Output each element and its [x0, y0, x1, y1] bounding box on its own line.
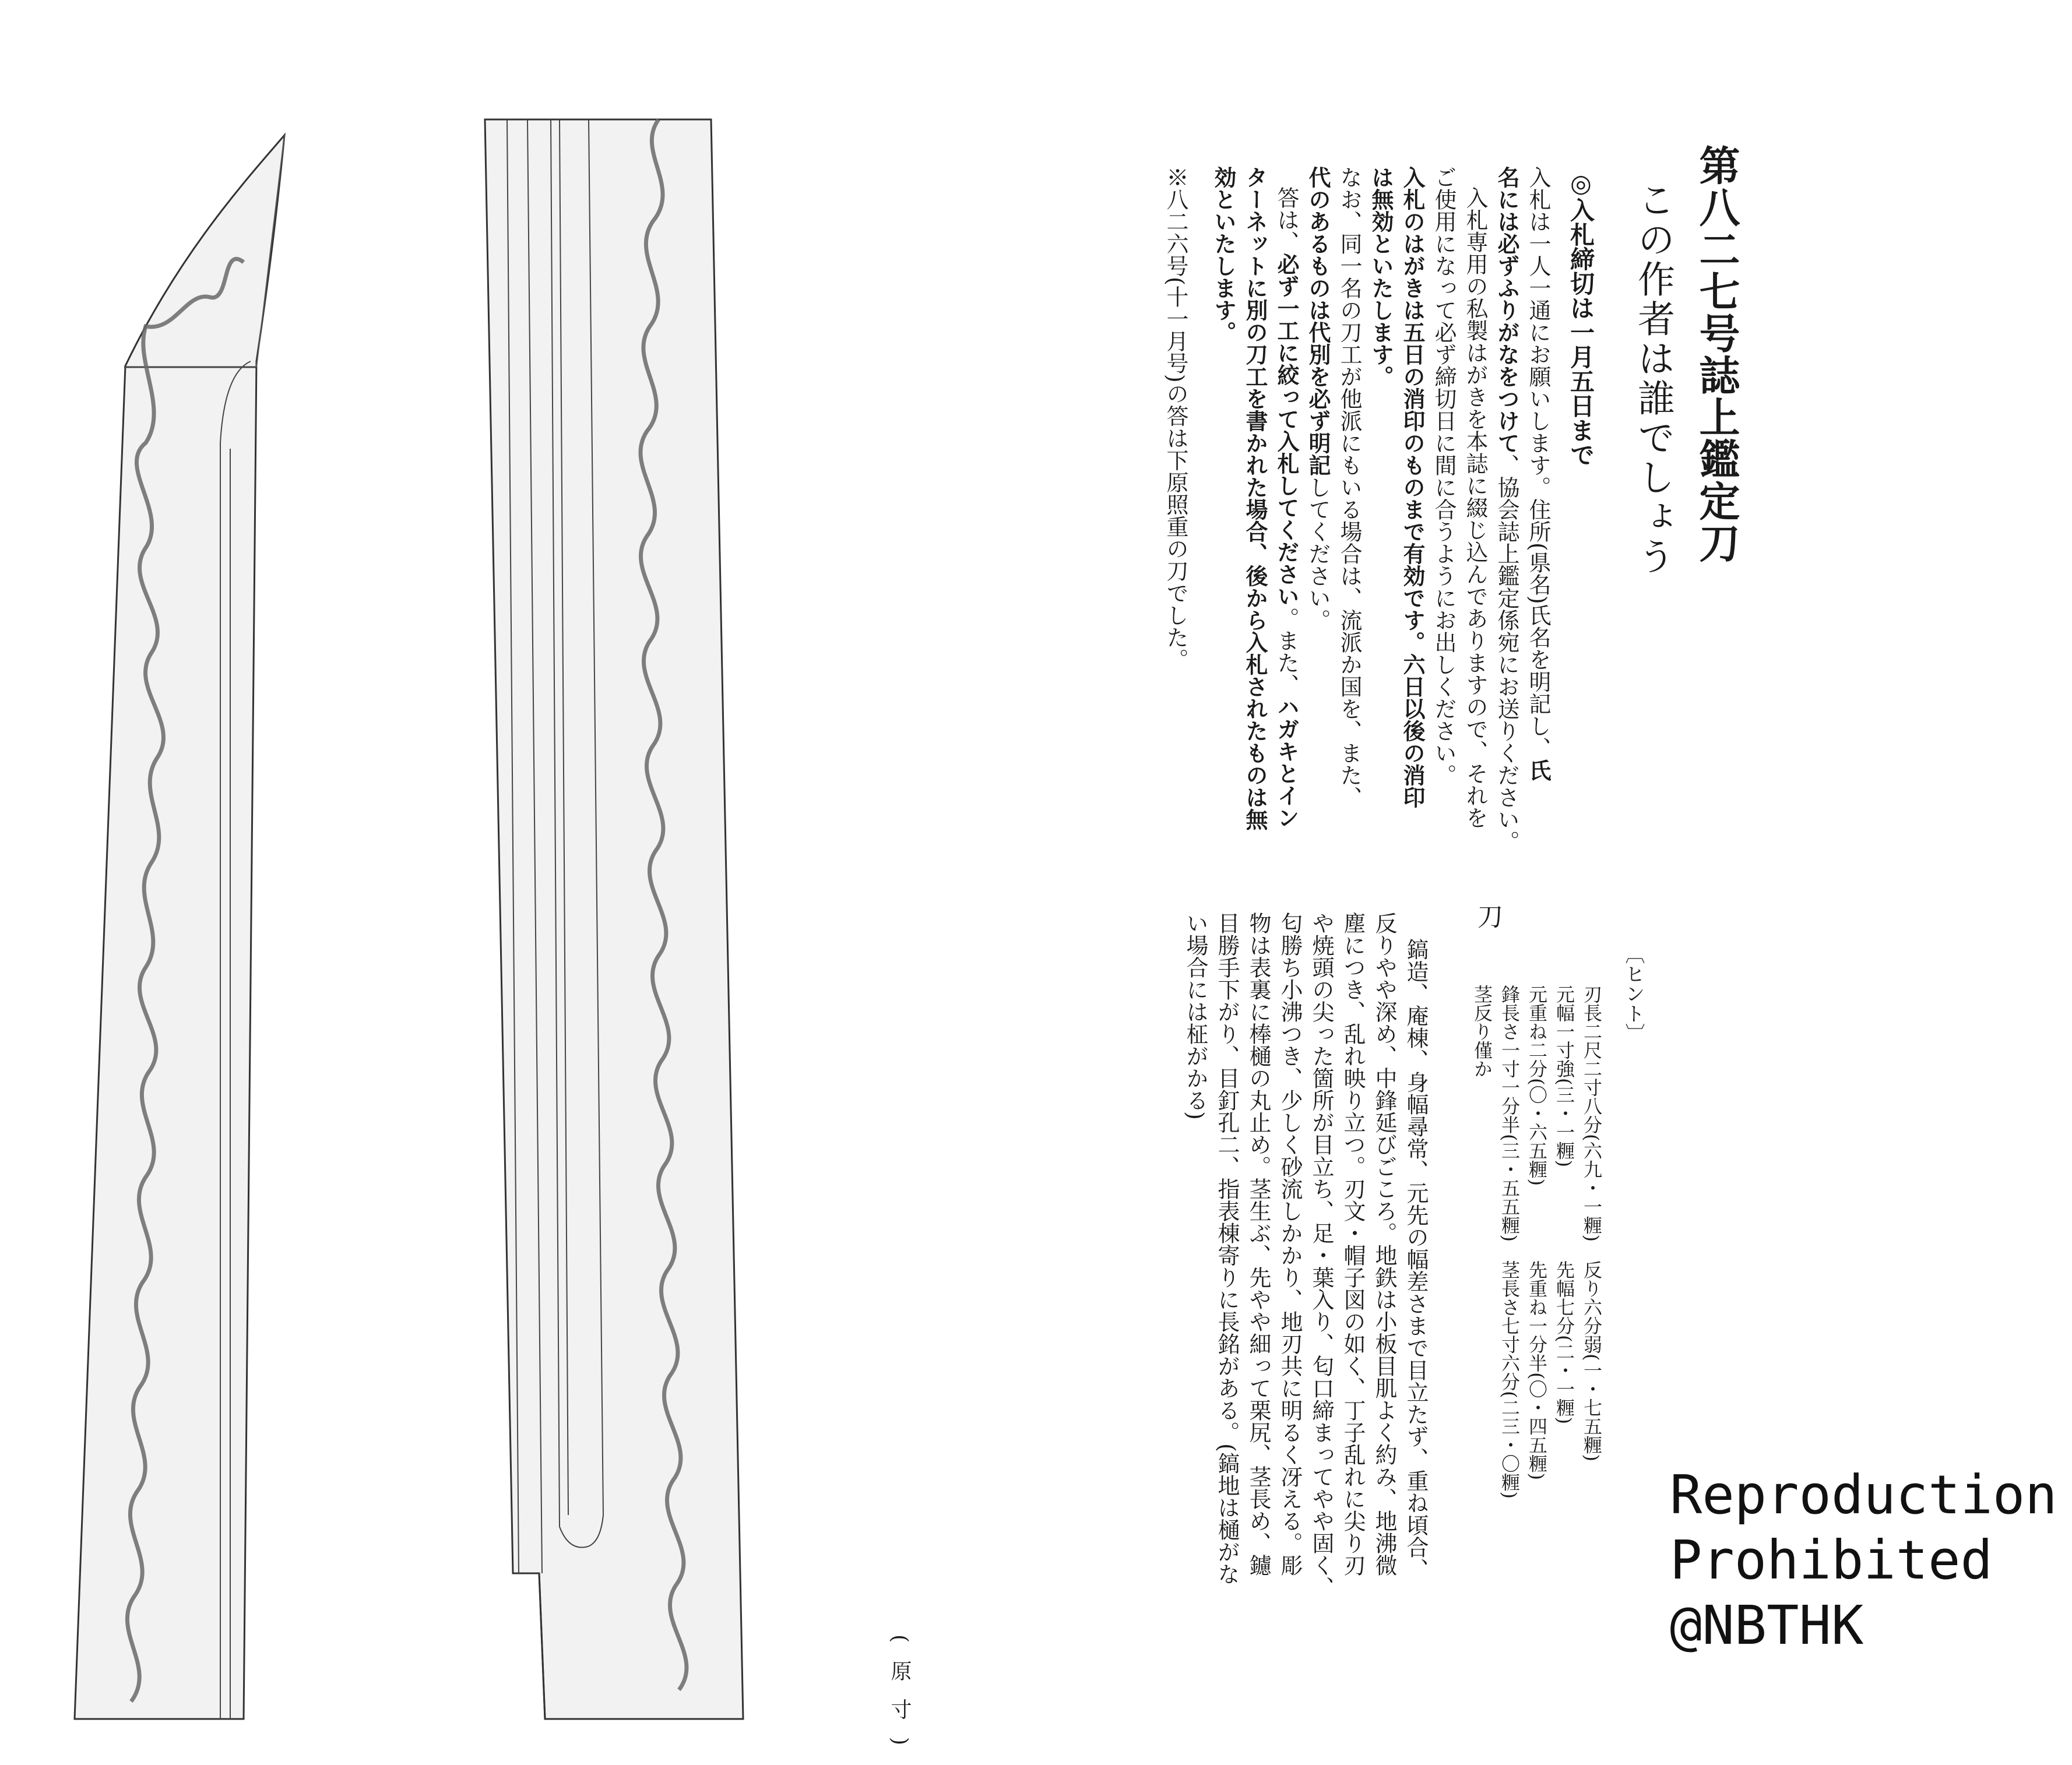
description-line: 反りやや深め、中鋒延びごころ。地鉄は小板目肌よく約み、地沸微 — [1371, 912, 1397, 1576]
spec-line: 元幅一寸強(三・一糎) 先幅七分(二・一糎) — [1553, 985, 1575, 1424]
rules-column — [1307, 166, 1329, 631]
page-title: 第八二七号誌上鑑定刀 — [1693, 145, 1740, 564]
rules-column — [1338, 166, 1360, 808]
description-line: い場合には柾がかる) — [1183, 912, 1208, 1120]
rules-column — [1165, 166, 1187, 671]
rules-column — [1464, 186, 1486, 829]
spec-line: 刃長二尺二寸八分(六九・一糎) 反り六分弱(一・七五糎) — [1581, 985, 1603, 1461]
rules-text: してください。 — [1305, 476, 1331, 631]
rules-emphasis: 入札のはがきは五日の消印のものまで有効です。六日以後の消印 — [1399, 166, 1425, 808]
page-subtitle: この作者は誰でしょう — [1631, 181, 1675, 577]
oshigata-scale-note: (原寸) — [888, 1634, 912, 1763]
rules-column — [1433, 166, 1455, 786]
rules-column — [1275, 186, 1297, 829]
description-line: 目勝手下がり、目釘孔二、指表棟寄りに長銘がある。(鎬地は樋がな — [1214, 912, 1240, 1585]
rules-emphasis: 代のあるものは代別を必ず明記 — [1305, 166, 1331, 476]
reproduction-watermark — [1670, 1463, 2057, 1658]
rules-text: 入札専用の私製はがきを本誌に綴じ込んでありますので、それを — [1462, 186, 1488, 829]
rules-text: 入札は一人一通にお願いします。住所(県名)氏名を明記し、 — [1525, 166, 1551, 759]
rules-emphasis: 名には必ずふりがなをつけて — [1494, 166, 1519, 454]
deadline-heading: ◎入札締切は一月五日まで — [1567, 169, 1595, 467]
kissaki-outline — [75, 135, 284, 1719]
rules-emphasis: 効といたします。 — [1211, 166, 1236, 343]
spec-line: 茎反り僅か — [1471, 985, 1493, 1078]
rules-emphasis: 氏 — [1525, 759, 1551, 781]
rules-text: なお、同一名の刀工が他派にもいる場合は、流派か国を、また、 — [1336, 166, 1362, 808]
mune-outline — [485, 119, 743, 1719]
rules-text: ご使用になって必ず締切日に間に合うようにお出しください。 — [1431, 166, 1457, 786]
rules-text: 。また、 — [1274, 607, 1299, 696]
watermark-line: @NBTHK — [1670, 1594, 1864, 1657]
rules-column — [1370, 166, 1392, 387]
rules-column — [1496, 166, 1518, 852]
rules-emphasis: 必ず一工に絞って入札してください — [1274, 253, 1299, 607]
rules-emphasis: ターネットに別の刀工を書かれた場合、後から入札されたものは無 — [1242, 166, 1268, 830]
watermark-line: Prohibited — [1670, 1529, 1993, 1591]
rules-text: ※八二六号(十一月号)の答は下原照重の刀でした。 — [1163, 166, 1188, 671]
description-line: 塵につき、乱れ映り立つ。刃文・帽子図の如く、丁子乱れに尖り刃 — [1340, 912, 1366, 1576]
description-line: 鎬造、庵棟、身幅尋常、元先の幅差さまで目立たず、重ね頃合、 — [1403, 938, 1429, 1580]
spec-line: 元重ね二分(〇・六五糎) 先重ね一分半(〇・四五糎) — [1526, 985, 1548, 1480]
sword-type-label: 刀 — [1473, 903, 1503, 929]
rules-column — [1244, 166, 1266, 830]
description-line: や焼頭の尖った箇所が目立ち、足・葉入り、匂口締まってやや固く、 — [1308, 912, 1334, 1598]
rules-emphasis: ハガキとイン — [1274, 696, 1299, 829]
description-line: 匂勝ち小沸つき、少しく砂流しかかり、地刃共に明るく冴える。彫 — [1277, 912, 1303, 1576]
description-line: 物は表裏に棒樋の丸止め。茎生ぶ、先やや細って栗尻、茎長め、鑢 — [1246, 912, 1271, 1576]
spec-line: 鋒長さ一寸一分半(三・五五糎) 茎長さ七寸六分(二三・〇糎) — [1498, 985, 1521, 1499]
hint-label: 〔ヒント〕 — [1621, 944, 1645, 1043]
rules-text: 、協会誌上鑑定係宛にお送りください。 — [1494, 454, 1519, 852]
rules-column — [1401, 166, 1423, 808]
rules-column — [1527, 166, 1549, 781]
rules-text: 答は、 — [1274, 186, 1299, 253]
rules-emphasis: は無効といたします。 — [1368, 166, 1394, 387]
rules-column — [1212, 166, 1234, 343]
watermark-line: Reproduction — [1670, 1464, 2057, 1526]
